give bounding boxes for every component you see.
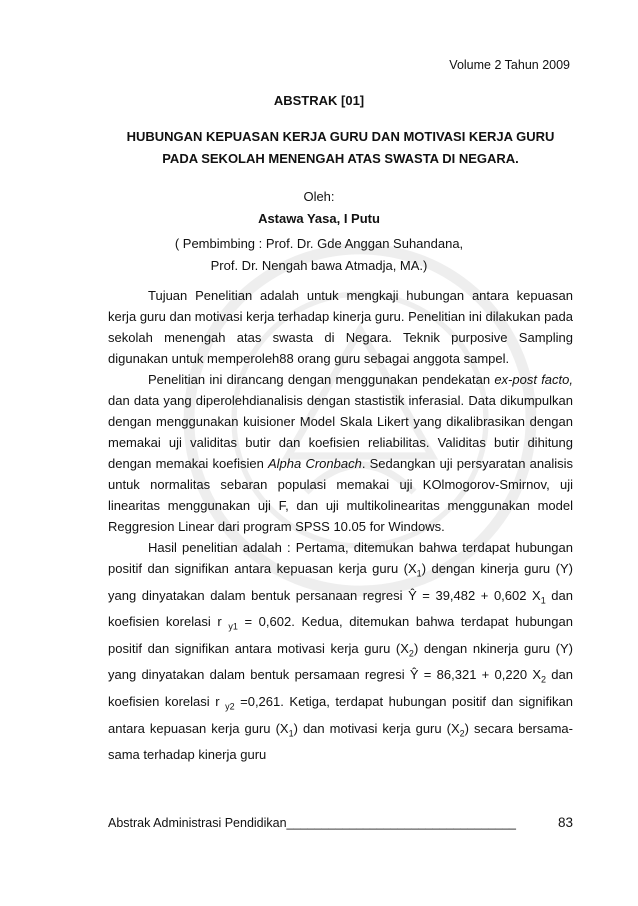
document-title	[108, 126, 573, 170]
advisor-block	[0, 233, 638, 277]
italic-alpha-cronbach: Alpha Cronbach	[268, 456, 362, 471]
title-line-2: PADA SEKOLAH MENENGAH ATAS SWASTA DI NEGARA.	[162, 151, 519, 166]
abstrak-label: ABSTRAK [01]	[273, 93, 365, 108]
title-line-1: HUBUNGAN KEPUASAN KERJA GURU DAN MOTIVASI KERJA GURU	[126, 129, 555, 144]
author-name: Astawa Yasa, I Putu	[258, 211, 380, 226]
abstract-body	[108, 285, 573, 765]
page-number: 83	[557, 815, 573, 830]
volume-header: Volume 2 Tahun 2009	[449, 58, 570, 72]
footer-text: Abstrak Administrasi Pendidikan_________________________________	[108, 816, 516, 830]
advisor-line-1: ( Pembimbing : Prof. Dr. Gde Anggan Suhandana,	[174, 236, 464, 251]
paragraph-2: Penelitian ini dirancang dengan menggunakan pendekatan ex-post facto, dan data yang diperolehdianalisis dengan stastistik inferasial. Data dikumpulkan dengan menggunakan kuisioner Model Skala Likert yang dikalibrasikan dengan memakai uji validitas butir dan koefisien reliabilitas. Validitas butir dihitung dengan memakai koefisien Alpha Cronbach. Sedangkan uji persyaratan analisis untuk normalitas sebaran populasi memakai uji KOlmogorov-Smirnov, uji linearitas menggunakan uji F, dan uji multikolinearitas menggunakan model Reggresion Linear dari program SPSS 10.05 for Windows.	[108, 372, 573, 534]
oleh-label: Oleh:	[303, 189, 335, 204]
page-footer	[108, 815, 573, 830]
italic-ex-post-facto: ex-post facto,	[494, 372, 573, 387]
paragraph-3: Hasil penelitian adalah : Pertama, ditemukan bahwa terdapat hubungan positif dan signifikan antara kepuasan kerja guru $(X_1)$ dengan kinerja guru (Y) yang dinyatakan dalam bentuk persanaan regresi Ŷ = 39,482 + 0,602 $X_1$ dan koefisien korelasi r $_{y1}$ = 0,602. Kedua, ditemukan bahwa terdapat hubungan positif dan signifikan antara motivasi kerja guru $(X_2)$ dengan nkinerja guru (Y) yang dinyatakan dalam bentuk persamaan regresi Ŷ = 86,321 + 0,220 $X_2$ dan koefisien korelasi r $_{y2}$ =0,261. Ketiga, terdapat hubungan positif dan signifikan antara kepuasan kerja guru $(X_1)$ dan motivasi kerja guru $(X_2)$ secara bersama-sama terhadap kinerja guru	[108, 540, 573, 763]
paragraph-1: Tujuan Penelitian adalah untuk mengkaji hubungan antara kepuasan kerja guru dan motivasi kerja terhadap kinerja guru. Penelitian ini dilakukan pada sekolah menengah atas swasta di Negara. Teknik purposive Sampling digunakan untuk memperoleh88 orang guru sebagai anggota sampel.	[108, 288, 573, 366]
advisor-line-2: Prof. Dr. Nengah bawa Atmadja, MA.)	[210, 258, 428, 273]
